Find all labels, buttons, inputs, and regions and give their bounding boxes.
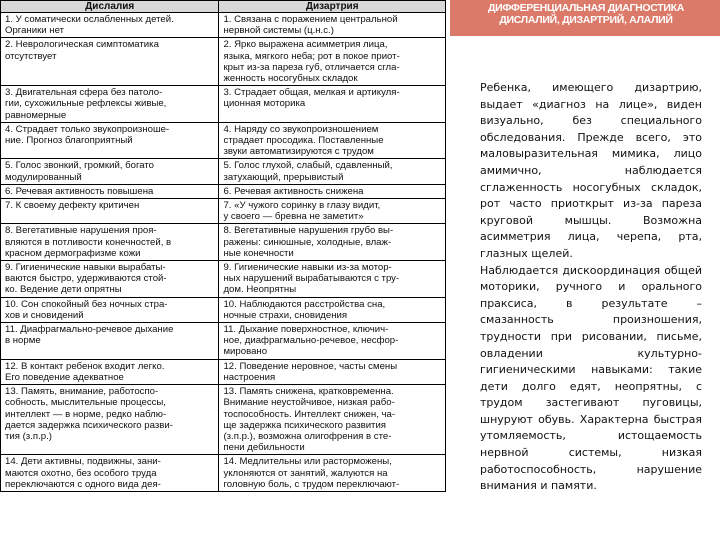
dyslalia-cell: 2. Неврологическая симптоматика отсутствует	[1, 38, 219, 86]
dysarthria-cell: 9. Гигиенические навыки из-за мотор- ных нарушений вырабатываются с тру- дом. Неопрятны	[219, 261, 446, 298]
column-header-dyslalia: Дислалия	[1, 1, 219, 13]
dyslalia-cell: 8. Вегетативные нарушения проя- вляются в потливости конечностей, в красном дермографизме кожи	[1, 224, 219, 261]
table-row	[1, 359, 446, 384]
table-row	[1, 261, 446, 298]
dyslalia-cell: 3. Двигательная сфера без патоло- гии, сухожильные рефлексы живые, равномерные	[1, 86, 219, 123]
dyslalia-cell: 13. Память, внимание, работоспо- собность, мыслительные процессы, интеллект — в норме, редко наблю- дается задержка психического разви- тия (з.п.р.)	[1, 385, 219, 455]
dysarthria-cell: 7. «У чужого соринку в глазу видит, у своего — бревна не заметит»	[219, 199, 446, 224]
table-header-row	[1, 1, 446, 13]
dysarthria-cell: 12. Поведение неровное, часты смены настроения	[219, 359, 446, 384]
table-row	[1, 184, 446, 198]
dyslalia-cell: 1. У соматически ослабленных детей. Органики нет	[1, 13, 219, 38]
dyslalia-cell: 11. Диафрагмально-речевое дыхание в норме	[1, 323, 219, 360]
table-row	[1, 385, 446, 455]
table-body	[1, 13, 446, 492]
dysarthria-cell: 1. Связана с поражением центральной нервной системы (ц.н.с.)	[219, 13, 446, 38]
table-row	[1, 455, 446, 492]
dysarthria-cell: 6. Речевая активность снижена	[219, 184, 446, 198]
dyslalia-cell: 14. Дети активны, подвижны, зани- маются охотно, без особого труда переключаются с одного вида дея-	[1, 455, 219, 492]
dyslalia-cell: 7. К своему дефекту критичен	[1, 199, 219, 224]
slide-title: ДИФФЕРЕНЦИАЛЬНАЯ ДИАГНОСТИКА ДИСЛАЛИЙ, ДИЗАРТРИЙ, АЛАЛИЙ	[487, 2, 685, 26]
dysarthria-cell: 14. Медлительны или расторможены, уклоняются от занятий, жалуются на головную боль, с трудом переключают-	[219, 455, 446, 492]
dysarthria-cell: 8. Вегетативные нарушения грубо вы- ражены: синюшные, холодные, влаж- ные конечности	[219, 224, 446, 261]
table-row	[1, 297, 446, 322]
table-row	[1, 199, 446, 224]
dyslalia-cell: 6. Речевая активность повышена	[1, 184, 219, 198]
table-row	[1, 122, 446, 159]
table-row	[1, 224, 446, 261]
table-row	[1, 13, 446, 38]
table-row	[1, 323, 446, 360]
table-row	[1, 159, 446, 184]
dysarthria-cell: 2. Ярко выражена асимметрия лица, языка, мягкого неба; рот в покое приот- крыт из-за пареза губ, отличается сгла- женность носогубных складок	[219, 38, 446, 86]
dyslalia-cell: 9. Гигиенические навыки вырабаты- ваются быстро, удерживаются стой- ко. Ведение дети опрятны	[1, 261, 219, 298]
dyslalia-cell: 12. В контакт ребенок входит легко. Его поведение адекватное	[1, 359, 219, 384]
dysarthria-cell: 4. Наряду со звукопроизношением страдает просодика. Поставленные звуки автоматизируются с трудом	[219, 122, 446, 159]
table-row	[1, 86, 446, 123]
description-text: Ребенка, имеющего дизартрию, выдает «диагноз на лице», виден визуально, без специального обследования. Прежде всего, это маловыразительная мимика, лицо амимично, наблюдается сглаженность носогубных складок, рот часто приоткрыт из-за пареза круговой мышцы. Возможна асимметрия лица, черепа, рта, глазных щелей. Наблюдается дискоординация общей моторики, ручного и орального праксиса, в результате – смазанность произношения, трудности при рисовании, письме, овладении культурно-гигиеническими навыками: такие дети долго едят, неопрятны, с трудом застегивают пуговицы, шнуруют обувь. Характерна быстрая утомляемость, истощаемость нервной системы, низкая работоспособность, нарушение внимания и памяти.	[480, 81, 702, 493]
dysarthria-cell: 11. Дыхание поверхностное, ключич- ное, диафрагмально-речевое, несфор- мировано	[219, 323, 446, 360]
column-header-dysarthria: Дизартрия	[219, 1, 446, 13]
dyslalia-cell: 5. Голос звонкий, громкий, богато модулированный	[1, 159, 219, 184]
dysarthria-cell: 5. Голос глухой, слабый, сдавленный, затухающий, прерывистый	[219, 159, 446, 184]
dysarthria-cell: 13. Память снижена, кратковременна. Внимание неустойчивое, низкая рабо- тоспособность. Интеллект снижен, ча- ще задержка психического развития (з.п.р.), возможна олигофрения в сте- пени дебильности	[219, 385, 446, 455]
dysarthria-cell: 10. Наблюдаются расстройства сна, ночные страхи, сновидения	[219, 297, 446, 322]
dysarthria-cell: 3. Страдает общая, мелкая и артикуля- ционная моторика	[219, 86, 446, 123]
dyslalia-cell: 4. Страдает только звукопроизноше- ние. Прогноз благоприятный	[1, 122, 219, 159]
table-row	[1, 38, 446, 86]
dyslalia-cell: 10. Сон спокойный без ночных стра- хов и сновидений	[1, 297, 219, 322]
